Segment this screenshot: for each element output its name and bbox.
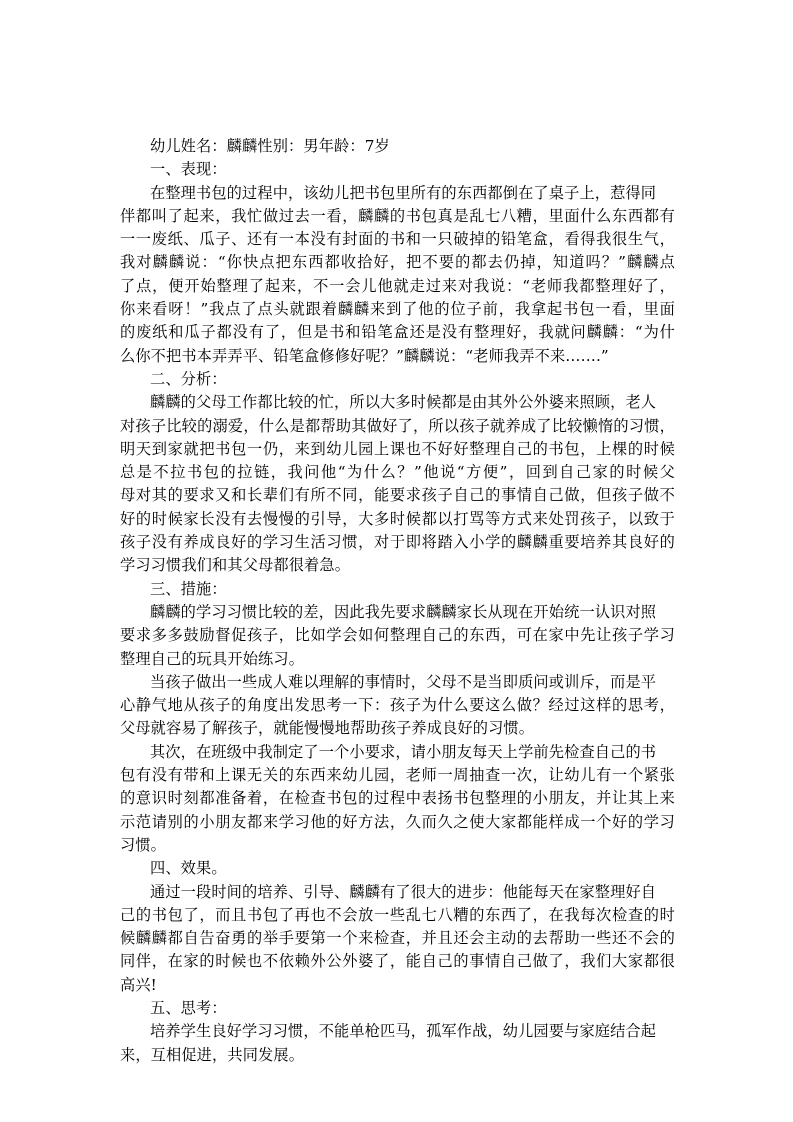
section-heading-effect: 四、效果。 bbox=[150, 859, 227, 878]
paragraph-line: 在整理书包的过程中，该幼儿把书包里所有的东西都倒在了桌子上，惹得同 bbox=[150, 183, 657, 202]
document-page bbox=[120, 135, 675, 1067]
child-info-line: 幼儿姓名：麟麟性别：男年龄：7岁 bbox=[150, 137, 390, 155]
paragraph-line: 己的书包了，而且书包了再也不会放一些乱七八糟的东西了，在我每次检查的时 bbox=[120, 905, 675, 924]
paragraph bbox=[120, 881, 675, 997]
paragraph-line: 么你不把书本弄弄平、铅笔盒修修好呢？”麟麟说：“老师我弄不来…….” bbox=[120, 346, 609, 365]
paragraph-line: 其次，在班级中我制定了一个小要求，请小朋友每天上学前先检查自己的书 bbox=[150, 742, 657, 761]
paragraph-line: 父母就容易了解孩子，就能慢慢地帮助孩子养成良好的习惯。 bbox=[120, 719, 535, 738]
section-heading-performance: 一、表现： bbox=[150, 160, 227, 179]
paragraph-line: 对孩子比较的溺爱，什么是都帮助其做好了，所以孩子就养成了比较懒惰的习惯， bbox=[120, 416, 675, 435]
section-heading-reflection: 五、思考： bbox=[150, 998, 227, 1017]
paragraph-line: 示范请别的小朋友都来学习他的好方法，久而久之使大家都能样成一个好的学习 bbox=[120, 812, 675, 831]
paragraph-line: 包有没有带和上课无关的东西来幼儿园，老师一周抽查一次，让幼儿有一个紧张 bbox=[120, 766, 675, 785]
paragraph-line: 习惯。 bbox=[120, 835, 167, 854]
paragraph-line: 学习习惯我们和其父母都很着急。 bbox=[120, 556, 351, 575]
paragraph bbox=[120, 741, 675, 857]
paragraph-line: 来，互相促进，共同发展。 bbox=[120, 1045, 305, 1064]
paragraph-line: 你来看呀！”我点了点头就跟着麟麟来到了他的位子前，我拿起书包一看，里面 bbox=[120, 300, 675, 319]
paragraph-line: 整理自己的玩具开始练习。 bbox=[120, 649, 305, 668]
paragraph-line: 的意识时刻都准备着，在检查书包的过程中表扬书包整理的小朋友，并让其上来 bbox=[120, 789, 675, 808]
paragraph-line: 我对麟麟说：“你快点把东西都收拾好，把不要的都去仍掉，知道吗？”麟麟点 bbox=[120, 253, 675, 272]
paragraph-line: 麟麟的父母工作都比较的忙，所以大多时候都是由其外公外婆来照顾，老人 bbox=[150, 393, 657, 412]
paragraph-line: 伴都叫了起来，我忙做过去一看，麟麟的书包真是乱七八糟，里面什么东西都有 bbox=[120, 206, 675, 225]
paragraph-line: 好的时候家长没有去慢慢的引导，大多时候都以打骂等方式来处罚孩子，以致于 bbox=[120, 509, 675, 528]
paragraph bbox=[120, 182, 675, 368]
paragraph bbox=[120, 601, 675, 671]
paragraph-line: 心静气地从孩子的角度出发思考一下：孩子为什么要这么做？经过这样的思考， bbox=[120, 696, 675, 715]
paragraph-line: 要求多多鼓励督促孩子，比如学会如何整理自己的东西，可在家中先让孩子学习 bbox=[120, 626, 675, 645]
paragraph-line: 了点，便开始整理了起来，不一会儿他就走过来对我说：“老师我都整理好了， bbox=[120, 276, 675, 295]
paragraph-line: 母对其的要求又和长辈们有所不同，能要求孩子自己的事情自己做，但孩子做不 bbox=[120, 486, 675, 505]
paragraph-line: 同伴，在家的时候也不依赖外公外婆了，能自己的事情自己做了，我们大家都很 bbox=[120, 952, 675, 971]
paragraph-line: 明天到家就把书包一仍，来到幼儿园上课也不好好整理自己的书包，上棵的时候 bbox=[120, 439, 675, 458]
paragraph-line: 孩子没有养成良好的学习生活习惯，对于即将踏入小学的麟麟重要培养其良好的 bbox=[120, 533, 675, 552]
paragraph-line: 麟麟的学习习惯比较的差，因此我先要求麟麟家长从现在开始统一认识对照 bbox=[150, 602, 657, 621]
paragraph-line: 培养学生良好学习习惯，不能单枪匹马，孤军作战，幼儿园要与家庭结合起 bbox=[150, 1022, 657, 1041]
paragraph-line: 的废纸和瓜子都没有了，但是书和铅笔盒还是没有整理好，我就问麟麟：“为什 bbox=[120, 323, 675, 342]
paragraph bbox=[120, 1020, 675, 1067]
paragraph-line: 高兴! bbox=[120, 975, 157, 994]
paragraph-line: 一一废纸、瓜子、还有一本没有封面的书和一只破掉的铅笔盒，看得我很生气， bbox=[120, 230, 675, 249]
paragraph-line: 通过一段时间的培养、引导、麟麟有了很大的进步：他能每天在家整理好自 bbox=[150, 882, 657, 901]
paragraph bbox=[120, 391, 675, 577]
section-heading-analysis: 二、分析： bbox=[150, 369, 227, 388]
paragraph-line: 当孩子做出一些成人难以理解的事情时，父母不是当即质问或训斥，而是平 bbox=[150, 672, 657, 691]
section-heading-measures: 三、措施： bbox=[150, 579, 227, 598]
paragraph bbox=[120, 671, 675, 741]
paragraph-line: 候麟麟都自告奋勇的举手要第一个来检查，并且还会主动的去帮助一些还不会的 bbox=[120, 929, 675, 948]
paragraph-line: 总是不拉书包的拉链，我问他“为什么？”他说“方便”，回到自己家的时候父 bbox=[120, 463, 675, 482]
